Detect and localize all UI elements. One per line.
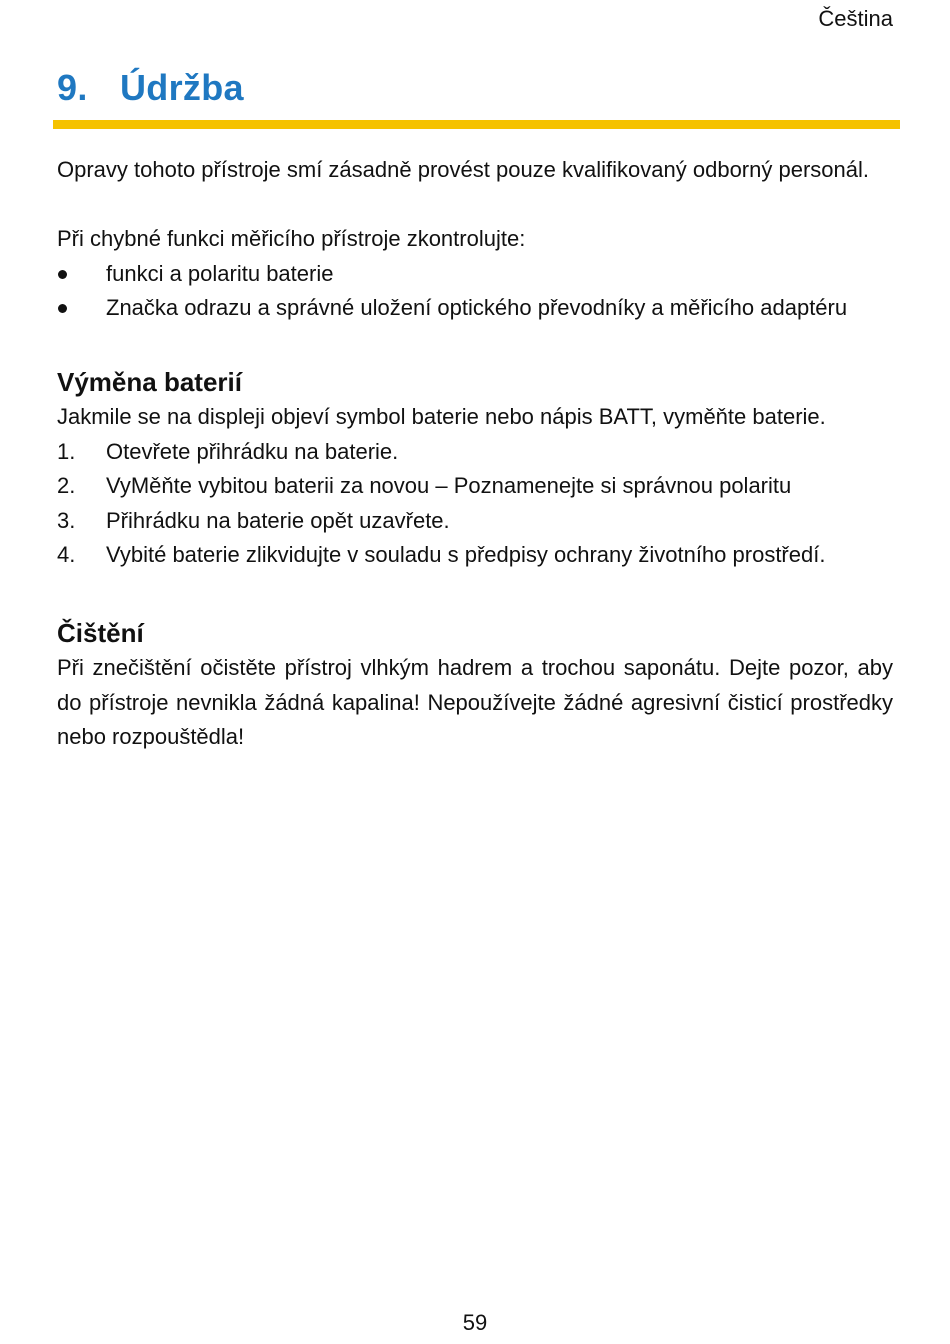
battery-lead: Jakmile se na displeji objeví symbol baterie nebo nápis BATT, vyměňte baterie.	[57, 403, 826, 429]
language-label: Čeština	[818, 6, 893, 31]
list-item-text: funkci a polaritu baterie	[106, 260, 334, 286]
cleaning-paragraph: Při znečištění očistěte přístroj vlhkým hadrem a trochou saponátu. Dejte pozor, aby do přístroje nevnikla žádná kapalina! Nepoužívejte žádné agresivní čisticí prostředky nebo rozpouštědla!	[57, 654, 893, 750]
list-item-text: Značka odrazu a správné uložení optického převodníky a měřicího adaptéru	[106, 295, 848, 321]
check-list	[57, 257, 893, 326]
step-text: VyMěňte vybitou baterii za novou – Poznamenejte si správnou polaritu	[106, 473, 792, 499]
list-item	[57, 504, 893, 539]
page-content	[57, 153, 893, 755]
step-text: Otevřete přihrádku na baterie.	[106, 438, 399, 464]
step-number: 3.	[57, 507, 76, 533]
list-item	[57, 469, 893, 504]
step-number: 1.	[57, 438, 76, 464]
step-number: 2.	[57, 473, 76, 499]
bullet-icon	[58, 270, 67, 279]
list-item	[57, 257, 893, 292]
bullet-icon	[58, 304, 67, 313]
chapter-underline-rule	[53, 120, 900, 129]
list-item	[57, 291, 893, 326]
list-item	[57, 435, 893, 470]
cleaning-heading: Čištění	[57, 617, 144, 648]
battery-heading: Výměna baterií	[57, 366, 242, 397]
chapter-title	[57, 66, 244, 110]
battery-steps	[57, 435, 893, 573]
check-lead: Při chybné funkci měřicího přístroje zkontrolujte:	[57, 226, 526, 252]
list-item	[57, 538, 893, 573]
step-text: Přihrádku na baterie opět uzavřete.	[106, 507, 450, 533]
intro-paragraph: Opravy tohoto přístroje smí zásadně provést pouze kvalifikovaný odborný personál.	[57, 157, 869, 182]
step-text: Vybité baterie zlikvidujte v souladu s předpisy ochrany životního prostředí.	[106, 542, 826, 568]
page-number: 59	[462, 1310, 488, 1335]
step-number: 4.	[57, 542, 76, 568]
chapter-number: 9.	[57, 67, 88, 108]
chapter-title-text: Údržba	[120, 67, 244, 108]
